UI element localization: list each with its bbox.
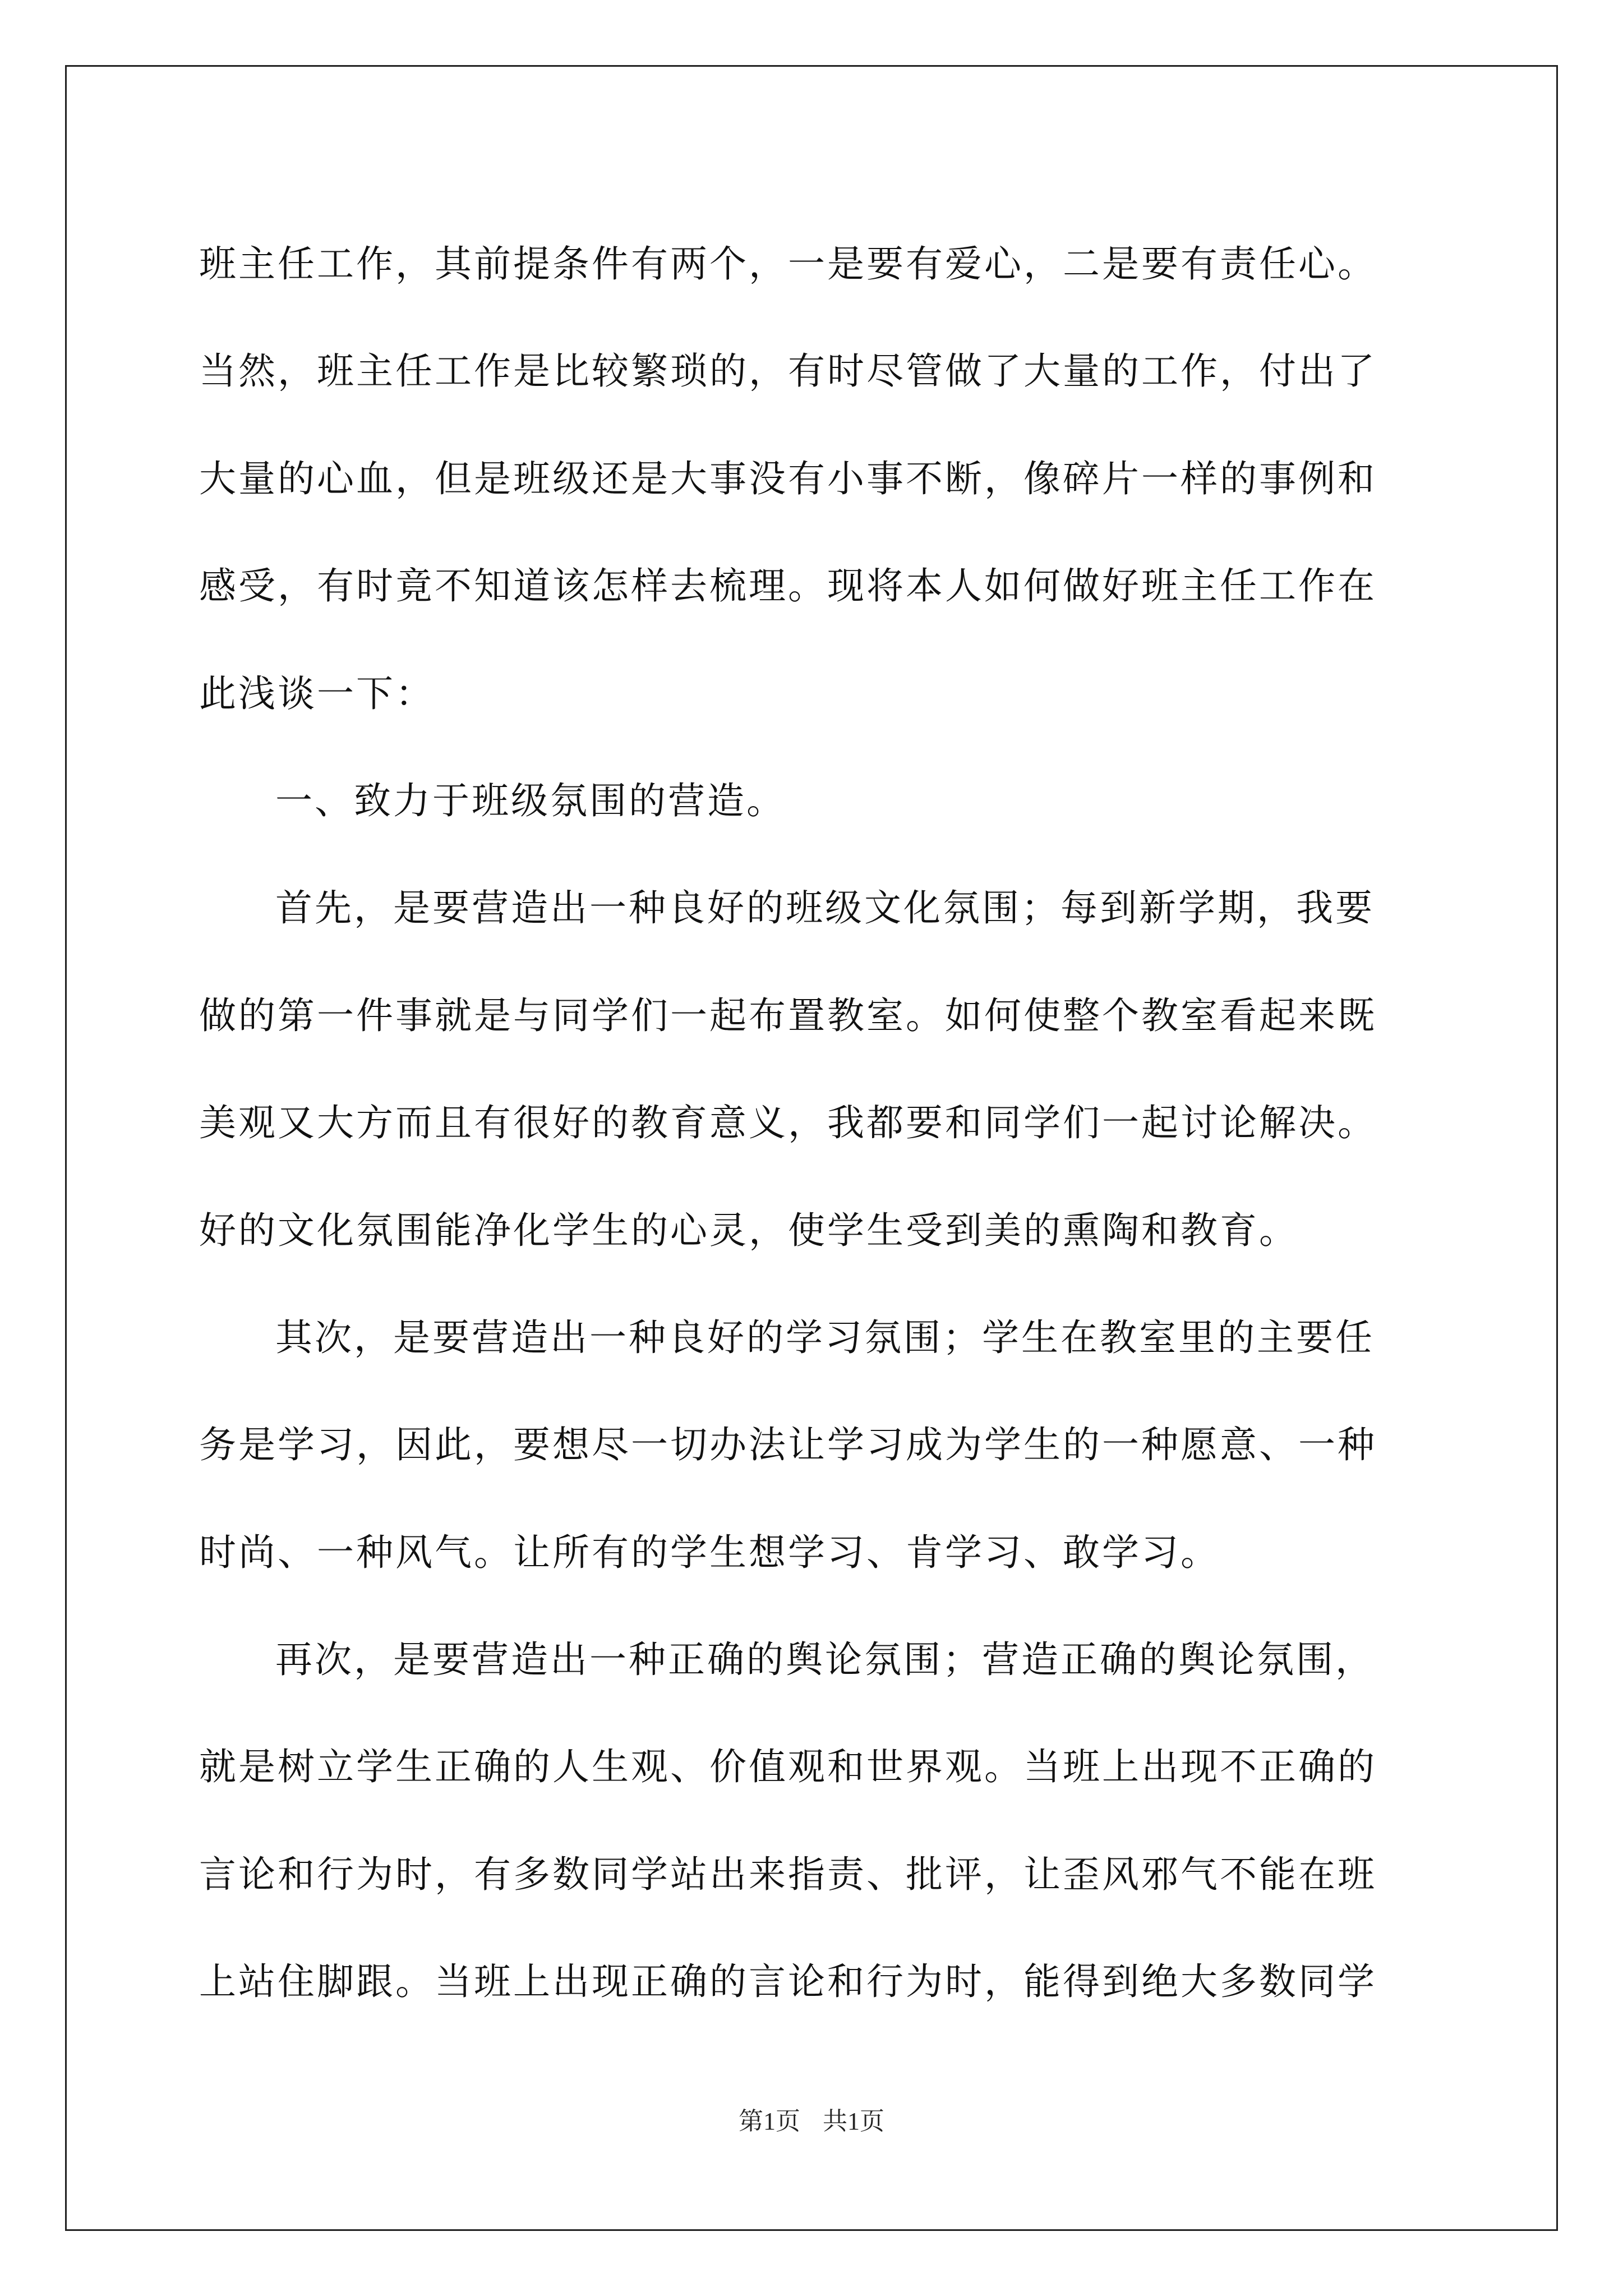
text-line: 言论和行为时，有多数同学站出来指责、批评，让歪风邪气不能在班 <box>199 1852 1377 1896</box>
page-total: 共1页 <box>823 2108 884 2135</box>
text-line: 感受，有时竟不知道该怎样去梳理。现将本人如何做好班主任工作在 <box>199 564 1377 608</box>
text-line: 上站住脚跟。当班上出现正确的言论和行为时，能得到绝大多数同学 <box>199 1960 1377 2004</box>
text-line: 时尚、一种风气。让所有的学生想学习、肯学习、敢学习。 <box>199 1530 1220 1574</box>
text-line: 当然，班主任工作是比较繁琐的，有时尽管做了大量的工作，付出了 <box>199 349 1377 393</box>
text-line: 务是学习，因此，要想尽一切办法让学习成为学生的一种愿意、一种 <box>199 1423 1377 1467</box>
document-body <box>199 210 1427 2036</box>
paragraph-start-line: 首先，是要营造出一种良好的班级文化氛围；每到新学期，我要 <box>275 886 1375 930</box>
paragraph-start-line: 其次，是要营造出一种良好的学习氛围；学生在教室里的主要任 <box>275 1315 1375 1359</box>
text-line: 此浅谈一下： <box>199 671 435 715</box>
text-line: 大量的心血，但是班级还是大事没有小事不断，像碎片一样的事例和 <box>199 457 1377 500</box>
text-line: 做的第一件事就是与同学们一起布置教室。如何使整个教室看起来既 <box>199 993 1377 1037</box>
text-line: 就是树立学生正确的人生观、价值观和世界观。当班上出现不正确的 <box>199 1745 1377 1789</box>
page-number: 第1页 <box>739 2108 800 2135</box>
text-line: 班主任工作，其前提条件有两个，一是要有爱心，二是要有责任心。 <box>199 242 1377 286</box>
text-line: 美观又大方而且有很好的教育意义，我都要和同学们一起讨论解决。 <box>199 1101 1377 1145</box>
page-footer <box>0 2101 1623 2137</box>
paragraph-start-line: 再次，是要营造出一种正确的舆论氛围；营造正确的舆论氛围， <box>275 1638 1375 1682</box>
text-line: 好的文化氛围能净化学生的心灵，使学生受到美的熏陶和教育。 <box>199 1208 1298 1252</box>
section-heading: 一、致力于班级氛围的营造。 <box>275 779 786 822</box>
